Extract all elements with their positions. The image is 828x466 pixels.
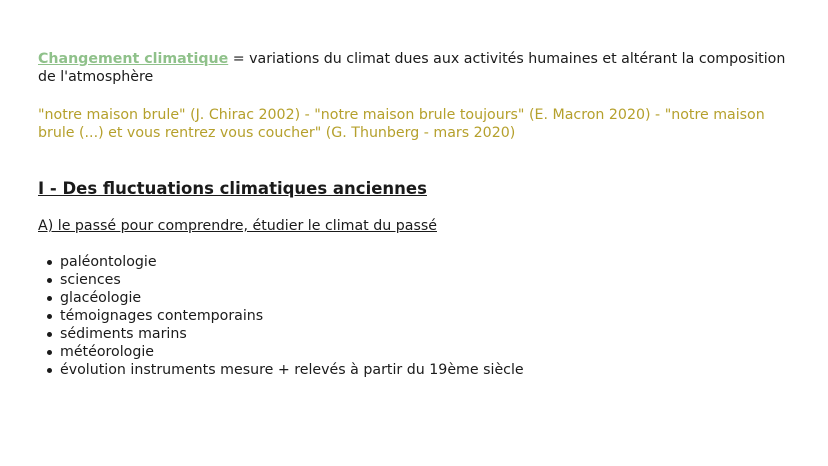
section-title: I - Des fluctuations climatiques anciennes — [38, 179, 427, 198]
list-item: glacéologie — [60, 289, 798, 307]
list-item: sédiments marins — [60, 325, 798, 343]
bullet-list — [38, 253, 798, 379]
list-item: sciences — [60, 271, 798, 289]
list-item: paléontologie — [60, 253, 798, 271]
list-item: météorologie — [60, 343, 798, 361]
definition-term[interactable]: Changement climatique — [38, 51, 229, 67]
list-item: témoignages contemporains — [60, 307, 798, 325]
quotes-paragraph: "notre maison brule" (J. Chirac 2002) - "notre maison brule toujours" (E. Macron 2020) - "notre maison brule (...) et vous rentrez vous coucher" (G. Thunberg - mars 2020) — [38, 107, 765, 141]
list-item: évolution instruments mesure + relevés à partir du 19ème siècle — [60, 361, 798, 379]
document-body — [38, 50, 798, 379]
subsection-title: A) le passé pour comprendre, étudier le climat du passé — [38, 218, 437, 234]
definition-text: = variations du climat dues aux activités humaines et altérant la composition de l'atmosphère — [38, 51, 786, 85]
definition-paragraph — [38, 50, 798, 86]
